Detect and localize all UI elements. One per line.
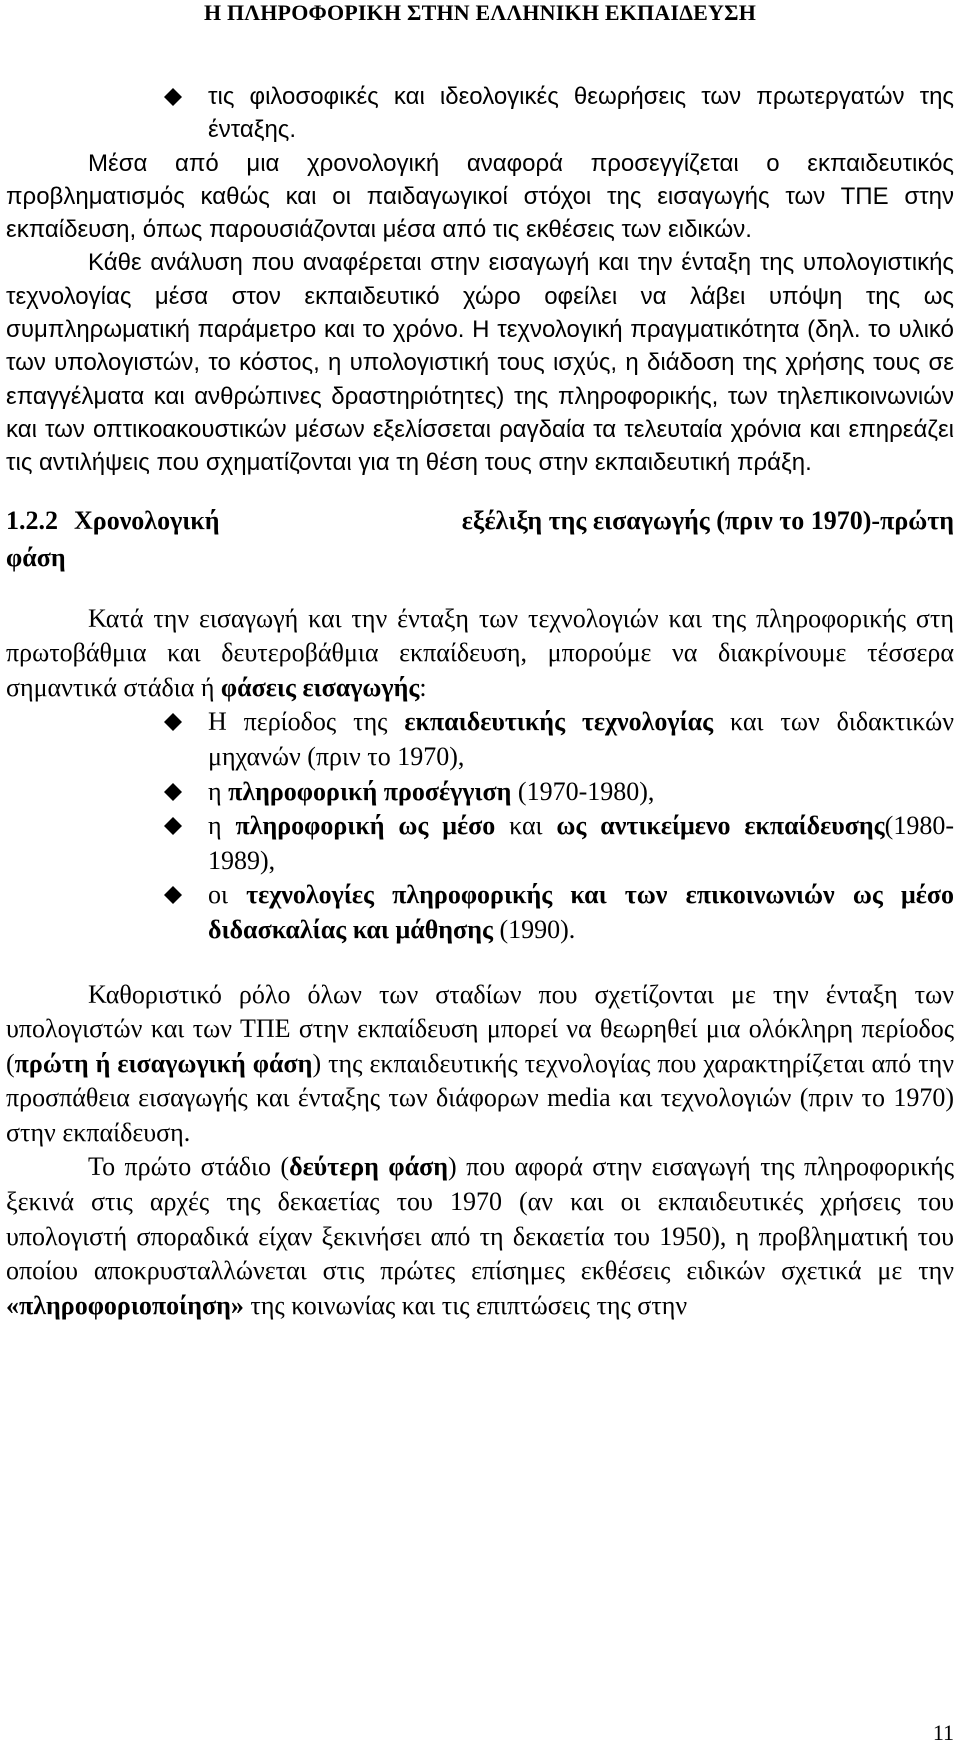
bullet-item: η πληροφορική ως μέσο και ως αντικείμενο εκπαίδευσης(1980-1989), (6, 809, 954, 878)
paragraph: Το πρώτο στάδιο (δεύτερη φάση) που αφορά στην εισαγωγή της πληροφορικής ξεκινά στις αρχές της δεκαετίας του 1970 (αν και οι εκπαιδευτικές χρήσεις του υπολογιστή σποραδικά είχαν ξεκινήσει από τη δεκαετία του 1950), η προβληματική του οποίου αποκρυσταλλώνεται στις πρώτες επίσημες εκθέσεις ειδικών σχετικά με την «πληροφοριοποίηση» της κοινωνίας και τις επιπτώσεις της στην (6, 1152, 955, 1320)
document-body (6, 80, 954, 1323)
section-title-part: φάση (6, 542, 66, 572)
diamond-bullet-icon (164, 88, 182, 106)
paragraph: Μέσα από μια χρονολογική αναφορά προσεγγίζεται ο εκπαιδευτικός προβληματισμός καθώς και οι παιδαγωγικοί στόχοι της εισαγωγής των ΤΠΕ στην εκπαίδευση, όπως παρουσιάζονται μέσα από τις εκθέσεις των ειδικών. (6, 149, 954, 244)
diamond-bullet-icon (164, 783, 182, 801)
running-header: Η ΠΛΗΡΟΦΟΡΙΚΗ ΣΤΗΝ ΕΛΛΗΝΙΚΗ ΕΚΠΑΙΔΕΥΣΗ (203, 0, 757, 25)
paragraph: Κατά την εισαγωγή και την ένταξη των τεχνολογιών και της πληροφορικής στη πρωτοβάθμια και δευτεροβάθμια εκπαίδευση, μπορούμε να διακρίνουμε τέσσερα σημαντικά στάδια ή φάσεις εισαγωγής: (6, 603, 954, 702)
paragraph: Καθοριστικό ρόλο όλων των σταδίων που σχετίζονται με την ένταξη των υπολογιστών και των ΤΠΕ στην εκπαίδευση μπορεί να θεωρηθεί μια ολόκληρη περίοδος (πρώτη ή εισαγωγική φάση) της εκπαιδευτικής τεχνολογίας που χαρακτηρίζεται από την προσπάθεια εισαγωγής και ένταξης των διάφορων media και τεχνολογιών (πριν το 1970) στην εκπαίδευση. (6, 979, 955, 1147)
diamond-bullet-icon (164, 886, 182, 904)
section-number: 1.2.2 (6, 505, 58, 535)
bullet-item: τις φιλοσοφικές και ιδεολογικές θεωρήσεις των πρωτεργατών της ένταξης. (6, 80, 954, 147)
bullet-item: η πληροφορική προσέγγιση (1970-1980), (6, 775, 954, 810)
bullet-item: οι τεχνολογίες πληροφορικής και των επικοινωνιών ως μέσο διδασκαλίας και μάθησης (1990). (6, 878, 954, 947)
paragraph: Κάθε ανάλυση που αναφέρεται στην εισαγωγή και την ένταξη της υπολογιστικής τεχνολογίας μέσα στον εκπαιδευτικό χώρο οφείλει να λάβει υπόψη της ως συμπληρωματική παράμετρο και το χρόνο. Η τεχνολογική πραγματικότητα (δηλ. το υλικό των υπολογιστών, το κόστος, η υπολογιστική τους ισχύς, η διάδοση της χρήσης τους σε επαγγέλματα και ανθρώπινες δραστηριότητες) της πληροφορικής, των τηλεπικοινωνιών και των οπτικοακουστικών μέσων εξελίσσεται ραγδαία τα τελευταία χρόνια και επηρεάζει τις αντιλήψεις που σχηματίζονται για τη θέση τους στην εκπαιδευτική πράξη. (6, 249, 954, 477)
diamond-bullet-icon (164, 817, 182, 835)
section-heading (6, 502, 954, 576)
section-title-part: εξέλιξη της εισαγωγής (πριν το 1970)-πρώτη (461, 505, 954, 535)
page-number: 11 (932, 1720, 954, 1745)
diamond-bullet-icon (164, 713, 182, 731)
bullet-item: Η περίοδος της εκπαιδευτικής τεχνολογίας και των διδακτικών μηχανών (πριν το 1970), (6, 705, 954, 774)
section-title-part: Χρονολογική (74, 505, 220, 535)
